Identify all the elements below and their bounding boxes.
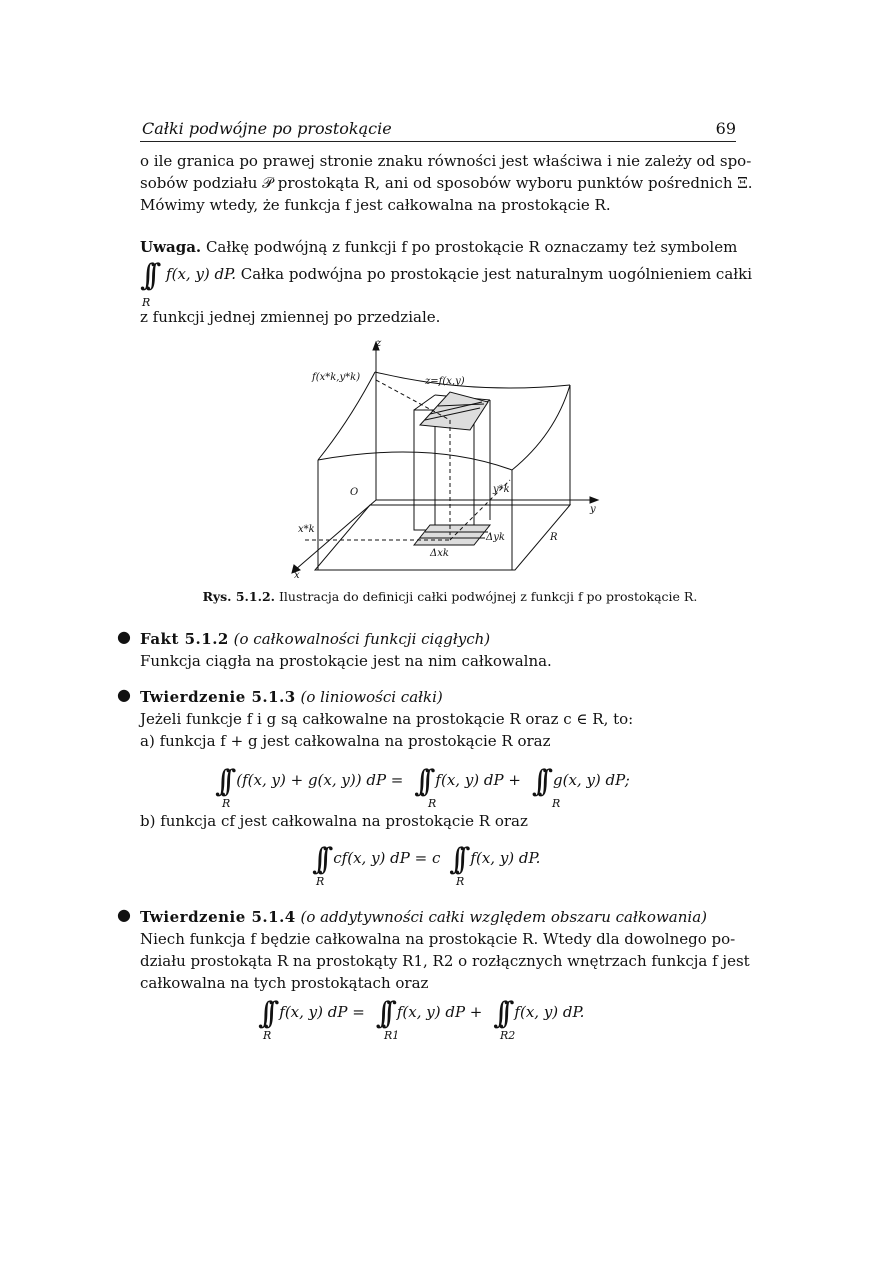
yk-label: y*k	[493, 484, 510, 495]
formula-a-t1: (f(x, y) + g(x, y)) dP =	[236, 771, 404, 789]
tw513-a: a) funkcja f + g jest całkowalna na prostokącie R oraz	[140, 732, 551, 750]
bullet: ●	[117, 905, 131, 924]
remark-line1: Całkę podwójną z funkcji f po prostokącie R oznaczamy też symbolem	[205, 238, 738, 256]
remark	[140, 236, 736, 258]
page-number: 69	[715, 119, 736, 138]
fakt-name: (o całkowalności funkcji ciągłych)	[233, 630, 491, 648]
integral-subscript: R	[316, 875, 325, 888]
y-arrow	[590, 497, 598, 503]
text-line: Niech funkcja f będzie całkowalna na prostokącie R. Wtedy dla dowolnego po-	[140, 930, 736, 948]
tw513-label: Twierdzenie 5.1.3	[140, 688, 296, 706]
surface-label: z=f(x,y)	[425, 376, 465, 387]
tw513-name: (o liniowości całki)	[300, 688, 443, 706]
surface-patch	[420, 392, 488, 430]
text-line: sobów podziału 𝒫 prostokąta R, ani od sposobów wyboru punktów pośrednich Ξ.	[140, 174, 753, 192]
running-header	[140, 117, 736, 142]
surface-top-edge	[375, 372, 570, 388]
formula-t1: f(x, y) dP =	[279, 1003, 365, 1021]
fakt-block	[140, 628, 736, 672]
figure-caption	[160, 589, 740, 604]
tw513-b-wrap	[140, 810, 736, 832]
formula-additivity	[258, 996, 584, 1031]
text-line: całkowalna na tych prostokątach oraz	[140, 974, 429, 992]
x-label: x	[294, 570, 300, 580]
theorem-513	[140, 686, 736, 752]
formula-b	[312, 842, 540, 877]
integral-subscript: R2	[500, 1029, 516, 1042]
surface-bottom-edge	[318, 452, 512, 470]
double-integral-symbol: ∫∫	[493, 996, 505, 1031]
double-integral-symbol: ∫∫	[258, 996, 270, 1031]
theorem-514	[140, 906, 750, 994]
z-label: z	[376, 340, 382, 349]
bullet: ●	[117, 685, 131, 704]
formula-a-t3: g(x, y) dP;	[553, 771, 630, 789]
text-line: działu prostokąta R na prostokąty R1, R2 o rozłącznych wnętrzach funkcja f jest	[140, 952, 750, 970]
tw514-label: Twierdzenie 5.1.4	[140, 908, 296, 926]
prism-edge	[414, 395, 435, 410]
tw514-name: (o addytywności całki względem obszaru całkowania)	[300, 908, 707, 926]
tw513-line1: Jeżeli funkcje f i g są całkowalne na prostokącie R oraz c ∈ R, to:	[140, 710, 634, 728]
figure-illustration	[290, 340, 610, 580]
double-integral-symbol: ∫∫	[375, 996, 387, 1031]
formula-a-t2: f(x, y) dP +	[435, 771, 521, 789]
section-title: Całki podwójne po prostokącie	[142, 119, 392, 138]
caption-label: Rys. 5.1.2.	[202, 589, 275, 604]
dx-label: Δxk	[430, 548, 449, 559]
double-integral-symbol: ∫∫	[140, 258, 152, 293]
formula-t3: f(x, y) dP.	[514, 1003, 585, 1021]
double-integral-symbol: ∫∫	[215, 764, 227, 799]
bullet: ●	[117, 627, 131, 646]
caption-text: Ilustracja do definicji całki podwójnej z funkcji f po prostokącie R.	[278, 589, 698, 604]
tw513-b: b) funkcja cf jest całkowalna na prostokącie R oraz	[140, 812, 528, 830]
dy-label: Δyk	[486, 532, 505, 543]
fakt-body: Funkcja ciągła na prostokącie jest na nim całkowalna.	[140, 652, 552, 670]
formula-a	[215, 764, 630, 799]
double-integral-symbol: ∫∫	[531, 764, 543, 799]
double-integral-symbol: ∫∫	[449, 842, 461, 877]
remark-line2: Całka podwójna po prostokącie jest naturalnym uogólnieniem całki	[240, 265, 753, 283]
formula-b-t2: f(x, y) dP.	[470, 849, 541, 867]
integral-subscript: R	[142, 296, 151, 309]
double-integral-symbol: ∫∫	[414, 764, 426, 799]
base-patch	[414, 525, 490, 545]
formula-t2: f(x, y) dP +	[396, 1003, 483, 1021]
integral-subscript: R	[552, 797, 561, 810]
text-line: o ile granica po prawej stronie znaku równości jest właściwa i nie zależy od spo-	[140, 152, 752, 170]
xk-label: x*k	[298, 524, 315, 535]
double-integral-symbol: ∫∫	[312, 842, 324, 877]
remark-line3: z funkcji jednej zmiennej po przedziale.	[140, 308, 441, 326]
y-label: y	[590, 504, 596, 515]
fvalue-label: f(x*k,y*k)	[312, 372, 361, 383]
formula-b-t1: cf(x, y) dP = c	[333, 849, 441, 867]
integral-subscript: R	[428, 797, 437, 810]
surface-right-edge	[512, 385, 570, 470]
paragraph-definition	[140, 150, 753, 216]
origin-label: O	[350, 487, 359, 498]
fakt-label: Fakt 5.1.2	[140, 630, 229, 648]
integral-subscript: R	[263, 1029, 272, 1042]
remark-integral-line	[140, 258, 752, 293]
x-axis	[295, 500, 376, 570]
surface-left-edge	[318, 372, 375, 460]
remark-line3-wrap	[140, 306, 736, 328]
integral-subscript: R	[456, 875, 465, 888]
integral-subscript: R	[222, 797, 231, 810]
remark-integrand: f(x, y) dP.	[166, 265, 236, 283]
text-line: Mówimy wtedy, że funkcja f jest całkowalna na prostokącie R.	[140, 196, 611, 214]
integral-subscript: R1	[384, 1029, 400, 1042]
region-label: R	[550, 532, 558, 543]
remark-label: Uwaga.	[140, 238, 202, 256]
